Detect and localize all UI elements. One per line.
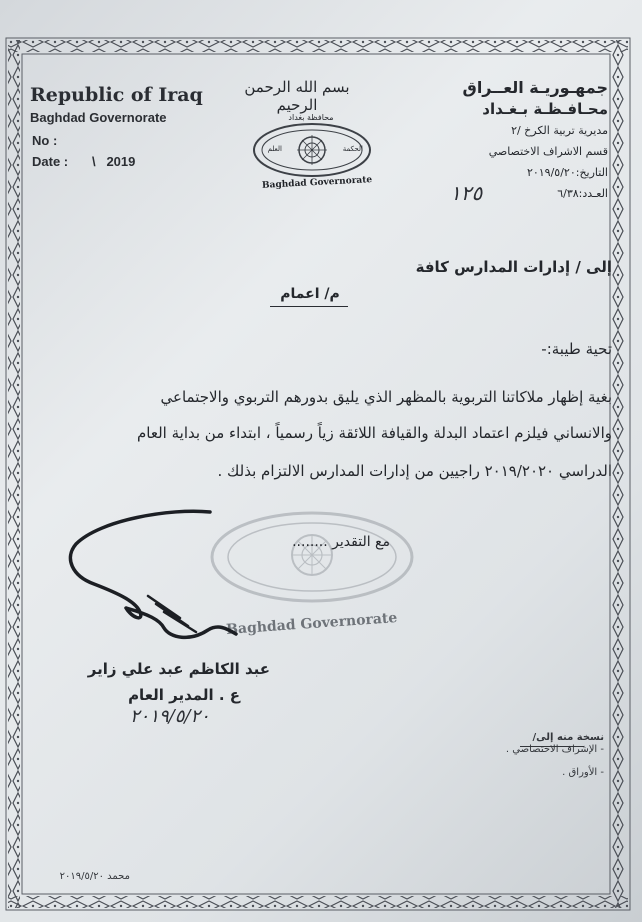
seal-left-word: العلم <box>267 145 282 153</box>
basmala: بسم الله الرحمن الرحيم <box>244 78 350 114</box>
stamp-caption: Baghdad Governorate <box>225 610 398 638</box>
footer-note: محمد ٢٠١٩/٥/٢٠ <box>59 871 130 882</box>
paragraph-line-2: والانساني فيلزم اعتماد البدلة والقيافة اللائقة زياً رسمياً ، ابتداء من بداية العام <box>137 424 612 442</box>
header-ar-republic: جمهـوريـة العــراق <box>462 78 608 97</box>
header-en-number-label: No : <box>32 133 58 148</box>
greeting-line: تحية طيبة:- <box>541 340 612 358</box>
header-ar-governorate: محـافـظـة بـغـداد <box>482 100 608 118</box>
header-en-title: Republic of Iraq <box>30 84 203 106</box>
header-ar-directorate: مديرية تربية الكرخ /٢ <box>511 124 608 137</box>
recipient-line: إلى / إدارات المدارس كافة <box>415 258 612 276</box>
subject-underline <box>270 306 348 307</box>
header-ar-date: التاريخ:٢٠١٩/٥/٢٠ <box>526 166 608 179</box>
paragraph-line-1: بغية إظهار ملاكاتنا التربوية بالمظهر الذي يليق بدورهم التربوي والاجتماعي <box>160 388 612 406</box>
paragraph-line-3: الدراسي ٢٠١٩/٢٠٢٠ راجيين من إدارات المدارس الالتزام بذلك . <box>217 462 612 480</box>
header-ar-number-handwritten: ١٢٥ <box>450 181 483 205</box>
signatory-name: عبد الكاظم عبد علي زاير <box>87 660 270 678</box>
seal-top-text: محافظة بغداد <box>288 113 334 122</box>
header-ar-number-label: العـدد:٦/٣٨ <box>557 187 608 200</box>
signature-date: ٢٠١٩/٥/٢٠ <box>130 706 210 727</box>
copies-item-papers: - الأوراق . <box>562 767 604 778</box>
header-en-date-value: \ 2019 <box>92 154 136 169</box>
header-ar-department: قسم الاشراف الاختصاصي <box>488 145 608 158</box>
copies-heading: نسخة منه إلى/ <box>532 732 604 743</box>
header-en-date-label: Date : <box>32 154 69 169</box>
signature-scribble <box>60 500 260 654</box>
closing-line: مع التقدير ........ <box>292 534 390 550</box>
header-en-governorate: Baghdad Governorate <box>30 110 167 125</box>
copies-item-supervision: - الإشراف الاختصاصي . <box>505 744 604 755</box>
seal-caption: Baghdad Governorate <box>261 175 373 191</box>
seal-right-word: الحكمة <box>342 145 363 153</box>
subject-line: م/ اعمام <box>280 286 340 302</box>
signatory-title: ع . المدير العام <box>128 686 240 704</box>
